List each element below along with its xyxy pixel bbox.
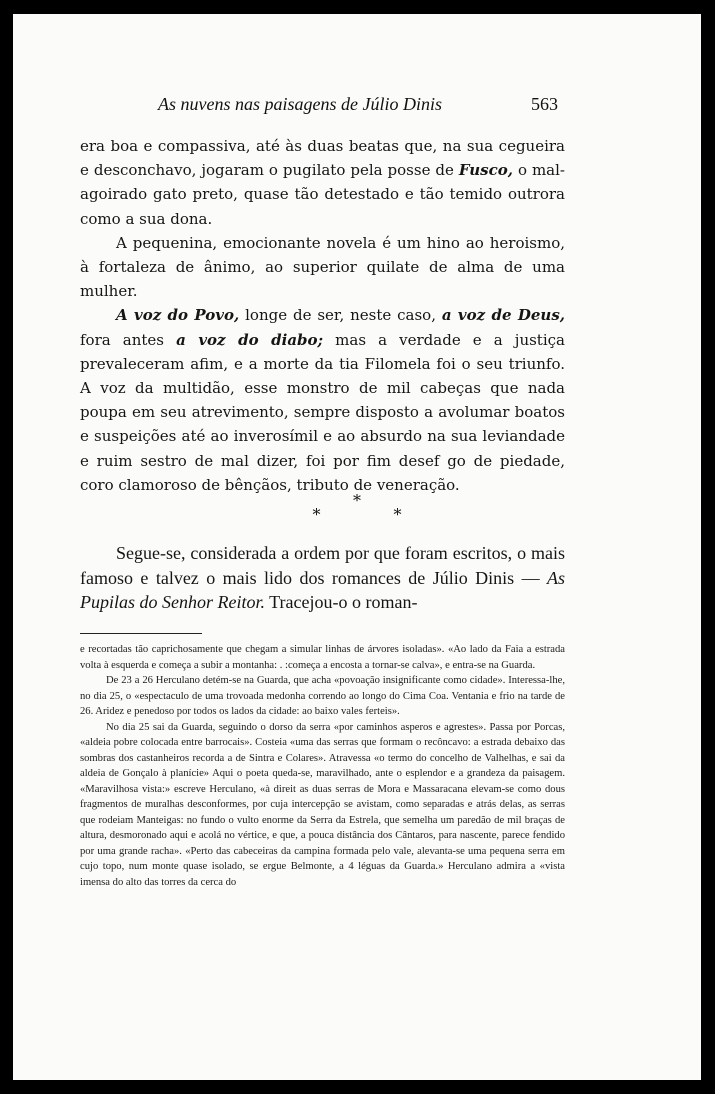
paragraph-1-text-b: o mal-agoirado gato preto, quase tão detestado e tão temido outrora como a sua dona. <box>80 161 565 228</box>
phrase-voz-de-deus: a voz de Deus, <box>441 306 565 325</box>
footnote-paragraph-1: e recortadas tão caprichosamente que chegam a simular linhas de árvores isoladas». «Ao lado da Faia a estrada volta à esquerda e começa a subir a montanha: . :começa a encosta a tornar-se calva», e entra-se na Guarda. <box>80 644 565 671</box>
paragraph-4-text-b: Tracejou-o o roman- <box>265 592 418 612</box>
separator-top-star: * <box>353 491 361 510</box>
book-title-pupilas: As Pupilas do Senhor Reitor. <box>80 567 565 612</box>
footnote-paragraph-3: No dia 25 sai da Guarda, seguindo o dorso da serra «por caminhos asperos e agrestes». Passa por Porcas, «aldeia pobre colocada entre barrocais». Costeia «uma das serras que formam o recôncavo: a estrada debaixo das sombras dos castanheiros recorda a de Sintra e Colares». Atravessa «o termo do concelho de Valhelhas, e sai da aldeia de Gonçalo à planície» Aqui o poeta queda-se, maravilhado, ante o esplendor e a grandeza da paisagem. «Maravilhosa vista:» escreve Herculano, «à direit as duas serras de Mora e Massaracana elevam-se como dous fragmentos de muralhas desconformes, por cuja intercepção se avistam, como separadas e atrás delas, as serras que rodeiam Manteigas: no fundo o vulto enorme da Serra da Estrela, que semelha um paredão de mil braças de altura, desmoronado aqui e acolá no vértice, e que, a pouca distância dos Cântaros, para nascente, parece fendido por uma grande racha». «Perto das cabeceiras da campina formada pelo vale, alevanta-se uma pequena serra em cujo topo, num monte quase isolado, se ergue Belmonte, a 4 léguas da Guarda.» Herculano admira a «vista imensa do alto das torres da cerca do <box>80 721 565 888</box>
paragraph-3-text-b: fora antes <box>80 330 177 349</box>
cat-name-fusco: Fusco, <box>458 161 513 180</box>
paragraph-3 <box>80 303 565 497</box>
paragraph-1 <box>80 134 565 231</box>
main-text <box>80 134 565 497</box>
running-title: As nuvens nas paisagens de Júlio Dinis <box>158 94 442 114</box>
paragraph-4-text-a: Segue-se, considerada a ordem por que foram escritos, o mais famoso e talvez o mais lido dos romances de Júlio Dinis — <box>80 543 565 588</box>
phrase-voz-do-povo: A voz do Povo, <box>116 306 240 325</box>
paragraph-3-text-a: longe de ser, neste caso, <box>239 306 442 325</box>
section-separator <box>13 491 701 524</box>
page-number: 563 <box>531 94 558 114</box>
paragraph-3-text-c: mas a verdade e a justiça prevaleceram afim, e a morte da tia Filomela foi o seu triunfo. A voz da multidão, esse monstro de mil cabeças que nada poupa em seu atrevimento, sempre disposto a avolumar boatos e suspeições até ao inverosímil e ao absurdo na sua leviandade e ruim sestro de mal dizer, foi por fim desef go de piedade, coro clamoroso de bênçãos, tributo de veneração. <box>80 330 565 494</box>
footnotes <box>80 642 565 890</box>
footnote-rule <box>80 633 202 634</box>
phrase-voz-do-diabo: a voz do diabo; <box>176 330 324 349</box>
paragraph-2: A pequenina, emocionante novela é um hino ao heroismo, à fortaleza de ânimo, ao superior quilate de alma de uma mulher. <box>80 233 565 301</box>
separator-bottom-stars: * * <box>312 505 436 524</box>
footnote-paragraph-2: De 23 a 26 Herculano detém-se na Guarda, que acha «povoação insignificante como cidade». Interessa-lhe, no dia 25, o «espectaculo de uma trovoada medonha correndo ao longo do Cima Coa. Ventania e frio na tarde de 26. Aridez e penedoso por todos os lados da cidade: ao baixo vales ferteis». <box>80 675 565 717</box>
book-page <box>13 14 701 1080</box>
paragraph-4 <box>80 541 565 615</box>
running-header <box>158 94 558 115</box>
paragraph-1-text-a: era boa e compassiva, até às duas beatas que, na sua cegueira e desconchavo, jogaram o pugilato pela posse de <box>80 137 565 180</box>
second-section-text <box>80 541 565 615</box>
